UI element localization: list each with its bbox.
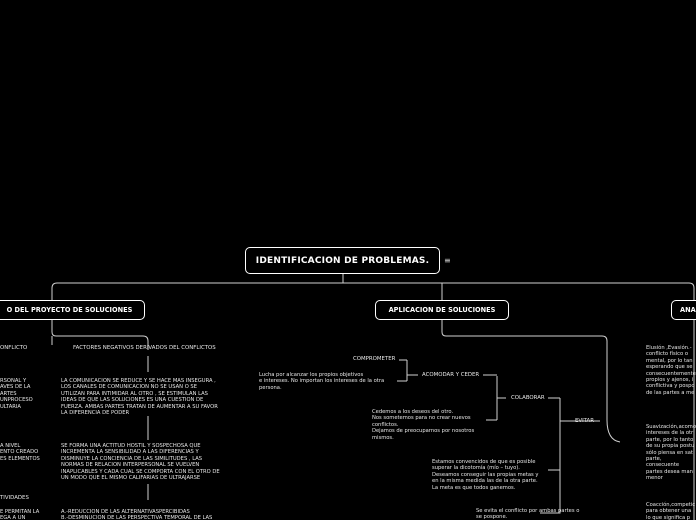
branch-left-label: O DEL PROYECTO DE SOLUCIONES xyxy=(6,306,133,314)
node-reduccion[interactable]: A.-REDUCCION DE LAS ALTERNATIVASPERCIBIDAS B.-DESMINUCION DE LAS PERSPECTIVA TEMPORAL DE LAS xyxy=(61,509,213,520)
root-node[interactable] xyxy=(245,247,440,274)
node-cedemos[interactable]: Cedemos a los deseos del otro. Nos sometemos para no crear nuevos conflictos. Dejamos de preocuparnos por nosotros mismos. xyxy=(372,409,475,441)
node-lucha[interactable]: Lucha por alcanzar los propios objetivos e intereses. No importan los intereses de la otra persona. xyxy=(259,372,385,391)
node-acomodar[interactable]: ACOMODAR Y CEDER xyxy=(422,372,480,378)
node-comunicacion[interactable]: LA COMUNICACION SE REDUCE Y SE HACE MAS INSEGURA , LOS CANALES DE COMUNICACION NO SE USAN O SE UTILIZAN PARA INTIMIDAR AL OTRO , SE ESTIMULAN LAS IDEAS DE QUE LAS SOLUCIONES ES UNA CUESTION DE FUERZA. AMBAS PARTES TRATAN DE AUMENTAR A SU FAVOR LA DIFERENCIA DE PODER xyxy=(61,378,218,417)
node-elusion[interactable]: Elusión ,Evasión.- conflicto físico o mental, por lo tan esperando que se consecuentemente propios y ajenos, i conflictiva y pospo de las partes a me xyxy=(646,345,696,396)
branch-aplicacion[interactable] xyxy=(375,300,509,320)
left-frag-2[interactable]: A NIVEL ENTO CREADO ES ELEMENTOS xyxy=(0,443,40,462)
branch-left[interactable] xyxy=(0,300,145,320)
left-frag-1[interactable]: RSONAL Y AVES DE LA ARTES UNPROCESO ULTARIA xyxy=(0,378,33,410)
node-coaccion[interactable]: Coacción,competic para obtener una lo que significa p xyxy=(646,502,696,520)
branch-right-label: ANA xyxy=(680,306,696,314)
node-estamos[interactable]: Estamos convencidos de que es posible superar la dicotomía (mío – tuyo). Deseamos conseguir las propias metas y en la misma medida las de la otra parte. La meta es que todos ganemos. xyxy=(432,459,539,491)
branch-right[interactable] xyxy=(671,300,696,320)
left-frag-4[interactable]: E PERMITAN LA EGA A UN xyxy=(0,509,40,520)
node-conflicto[interactable]: ONFLICTO xyxy=(0,345,28,351)
node-actitud-hostil[interactable]: SE FORMA UNA ACTITUD HOSTIL Y SOSPECHOSA QUE INCREMENTA LA SENSIBILIDAD A LAS DIFERENCIAS Y DISMINUYE LA CONCIENCIA DE LAS SIMILITUDES , LAS NORMAS DE RELACION INTERPERSONAL SE VUELVEN INAPLICABLES Y CADA CUAL SE COMPORTA CON EL OTRO DE UN MODO QUE EL MISMO CALIFARIAS DE ULTRAJARSE xyxy=(61,443,220,482)
node-suavizacion[interactable]: Suavización,acomo intereses de la otr parte, por lo tanto de su propia postu sólo piensa en sat parte, consecuente partes desea man menor xyxy=(646,424,696,482)
node-evita-conflicto[interactable]: Se evita el conflicto por ambas partes o se pospone. xyxy=(476,508,580,520)
branch-aplicacion-label: APLICACION DE SOLUCIONES xyxy=(388,306,496,314)
hamburger-icon[interactable]: ≡ xyxy=(444,256,451,265)
root-title: IDENTIFICACION DE PROBLEMAS. xyxy=(255,255,430,266)
node-comprometer[interactable]: COMPROMETER xyxy=(353,356,396,362)
node-factores[interactable]: FACTORES NEGATIVOS DERIVADOS DEL CONFLICTOS xyxy=(73,345,216,351)
left-frag-3[interactable]: TIVIDADES xyxy=(0,495,29,501)
node-colaborar[interactable]: COLABORAR xyxy=(511,395,545,401)
node-evitar[interactable]: EVITAR xyxy=(575,418,594,424)
